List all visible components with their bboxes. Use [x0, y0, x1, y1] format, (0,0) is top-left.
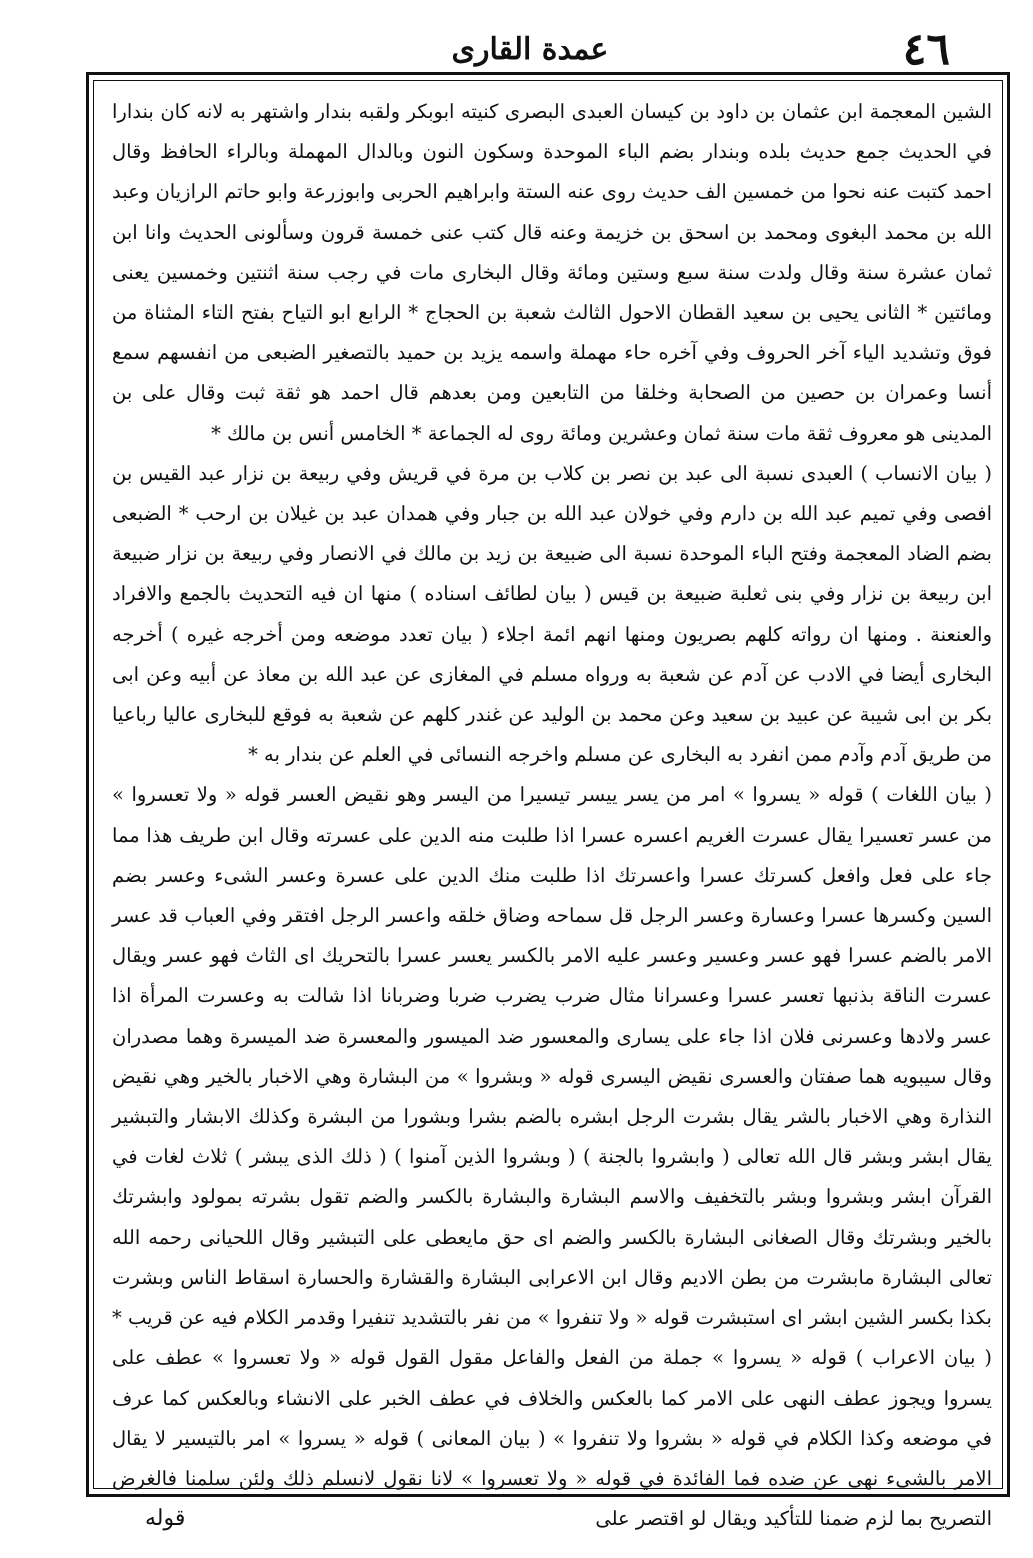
paragraph-narrators: الشين المعجمة ابن عثمان بن داود بن كيسان العبدى البصرى كنيته ابوبكر ولقبه بندار واشتهر به لانه كان بندارا في الحديث جمع حديث بلده وبندار بضم الباء الموحدة وسكون النون وبالدال المهملة وبالراء الحافظ وقال احمد كتبت عنه نحوا من خمسين الف حديث روى عنه الستة وابراهيم الحربى وابوزرعة وابو حاتم الرازيان وعبد الله بن محمد البغوى ومحمد بن اسحق بن خزيمة وعنه قال كتب عنى خمسة قرون وسألونى الحديث وانا ابن ثمان عشرة سنة وقال ولدت سنة سبع وستين ومائة وقال البخارى مات في رجب سنة اثنتين وخمسين يعنى ومائتين * الثانى يحيى بن سعيد القطان الاحول الثالث شعبة بن الحجاج * الرابع ابو التياح بفتح التاء المثناة من فوق وتشديد الياء آخر الحروف وفي آخره حاء مهملة واسمه يزيد بن حميد بالتصغير الضبعى من انفسهم سمع أنسا وعمران بن حصين من الصحابة وخلقا من التابعين ومن بعدهم قال احمد هو ثقة ثبت وقال على بن المدينى هو معروف ثقة مات سنة ثمان وعشرين ومائة روى له الجماعة * الخامس أنس بن مالك * — [112, 100, 992, 445]
catchword: قوله — [145, 1506, 186, 1531]
paragraph-lexicon: ( بيان اللغات ) قوله « يسروا » امر من يسر ييسر تيسيرا من اليسر وهو نقيض العسر قوله « ولا تعسروا » من عسر تعسيرا يقال عسرت الغريم اعسره عسرا اذا طلبت منه الدين على عسرته وقال ابن طريف هذا مما جاء على فعل وافعل كسرتك عسرا واعسرتك اذا طلبت منك الدين على عسرة وعسر الشىء وعسر بضم السين وكسرها عسرا وعسارة وعسر الرجل قل سماحه وضاق خلقه واعسر الرجل افتقر وفي العباب قد عسر الامر بالضم عسرا فهو عسر وعسير وعسر عليه الامر بالكسر يعسر عسرا بالتحريك اى الثاث فهو عسر ويقال عسرت الناقة بذنبها تعسر عسرا وعسرانا مثال ضرب يضرب ضربا وضربانا اذا شالت به وعسرت المرأة اذا عسر ولادها وعسرنى فلان اذا جاء على يسارى والمعسور ضد الميسور والمعسرة ضد الميسرة وهما مصدران وقال سيبويه هما صفتان والعسرى نقيض اليسرى قوله « وبشروا » من البشارة وهي الاخبار بالخير وهي نقيض النذارة وهي الاخبار بالشر يقال بشرت الرجل ابشره بالضم بشرا وبشورا من البشرة وكذلك الابشار والتبشير يقال ابشر وبشر قال الله تعالى ( وابشروا بالجنة ) ( وبشروا الذين آمنوا ) ( ذلك الذى يبشر ) ثلاث لغات في القرآن ابشر وبشروا وبشر بالتخفيف والاسم البشارة والبشارة بالكسر والضم تقول بشرته بمولود وابشرتك بالخير وبشرتك وقال الصغانى البشارة بالكسر والضم اى حق مايعطى على التبشير وقال اللحيانى رحمه الله تعالى البشارة مابشرت من بطن الاديم وقال ابن الاعرابى البشارة والقشارة والحسارة اسقاط الناس وبشرت بكذا بكسر الشين ابشر اى استبشرت قوله « ولا تنفروا » من نفر بالتشديد تنفيرا وقدمر الكلام فيه عن قريب * — [112, 783, 992, 1330]
running-title: عمدة القارى — [451, 32, 609, 67]
page-number: ٤٦ — [902, 24, 950, 75]
paragraph-lineages: ( بيان الانساب ) العبدى نسبة الى عبد بن نصر بن كلاب بن مرة في قريش وفي ربيعة بن نزار عبد القيس بن افصى وفي تميم عبد الله بن دارم وفي خولان عبد الله بن جبار وفي همدان عبد بن غيلان بن ارحب * الضبعى بضم الضاد المعجمة وفتح الباء الموحدة نسبة الى ضبيعة بن زيد بن مالك في الانصار وفي ربيعة بن نزار ضبيعة ابن ربيعة بن نزار وفي بنى ثعلبة ضبيعة بن قيس ( بيان لطائف اسناده ) منها ان فيه التحديث بالجمع والافراد والعنعنة . ومنها ان رواته كلهم بصريون ومنها انهم ائمة اجلاء ( بيان تعدد موضعه ومن أخرجه غيره ) أخرجه البخارى أيضا في الادب عن آدم عن شعبة به ورواه مسلم في المغازى عن عبد الله بن معاذ عن أبيه وعن ابى بكر بن ابى شيبة عن عبيد بن سعيد وعن محمد بن الوليد عن غندر كلهم عن شعبة به فوقع للبخارى عاليا رباعيا من طريق آدم وآدم ممن انفرد به البخارى عن مسلم واخرجه النسائى في العلم عن بندار به * — [112, 461, 992, 767]
paragraph-grammar: ( بيان الاعراب ) قوله « يسروا » جملة من الفعل والفاعل مقول القول قوله « ولا تعسروا » عطف على يسروا ويجوز عطف النهى على الامر كما بالعكس والخلاف في عطف الخبر على الانشاء وبالعكس كما عرف في موضعه وكذا الكلام في قوله « بشروا ولا تنفروا » ( بيان المعانى ) قوله « يسروا » امر بالتيسير لا يقال الامر بالشىء نهى عن ضده فما الفائدة في قوله « ولا تعسروا » لانا نقول لانسلم ذلك ولئن سلمنا فالغرض التصريح بما لزم ضمنا للتأكيد ويقال لو اقتصر على — [112, 1346, 992, 1531]
commentary-text-block — [112, 92, 992, 1531]
